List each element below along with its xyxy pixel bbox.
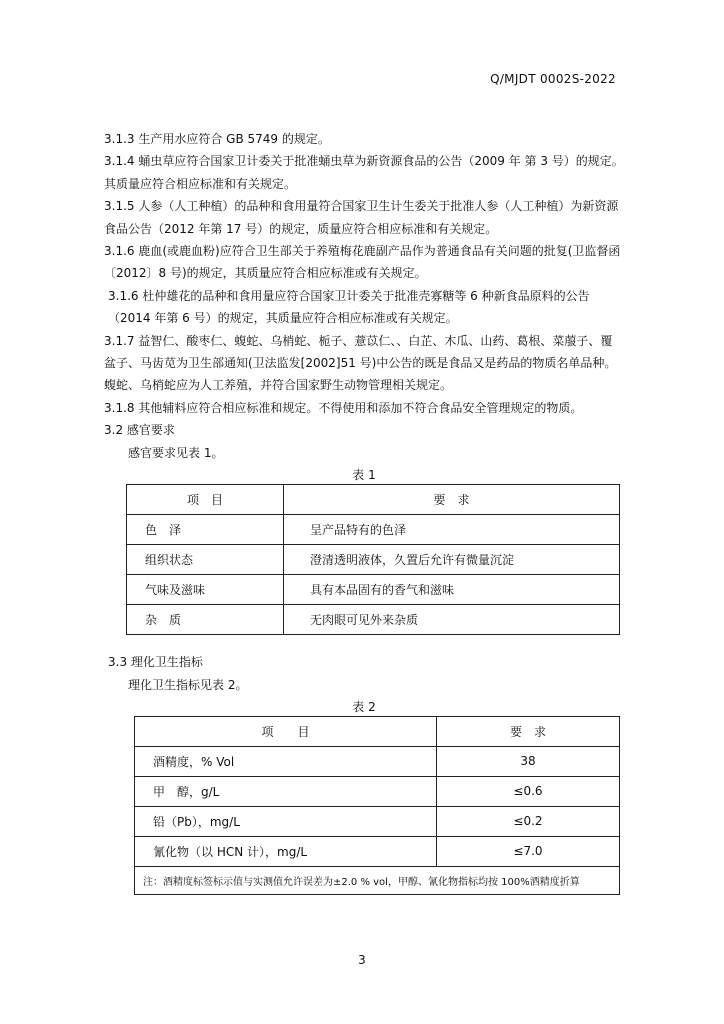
table-note: 注：酒精度标签标示值与实测值允许误差为±2.0 % vol，甲醇、氰化物指标均按 100%酒精度折算 — [135, 866, 620, 894]
table1-caption: 表 1 — [352, 468, 376, 483]
section-3-2-heading: 3.2 感官要求 — [104, 423, 175, 438]
table-row — [127, 575, 620, 605]
table-cell: 铅（Pb），mg/L — [135, 806, 437, 836]
table-cell: 呈产品特有的色泽 — [284, 515, 620, 545]
clause-3-1-7: 3.1.7 益智仁、酸枣仁、蝮蛇、乌梢蛇、栀子、薏苡仁、、白芷、木瓜、山药、葛根、菜菔子、覆盆子、马齿苋为卫生部通知(卫法监发[2002]51 号)中公告的既是食品又是药品的物质名单品种。 蝮蛇、乌梢蛇应为人工养殖，并符合国家野生动物管理相关规定。 — [104, 333, 617, 393]
table-cell: 氰化物（以 HCN 计），mg/L — [135, 836, 437, 866]
table2-caption: 表 2 — [352, 699, 376, 714]
page-number: 3 — [358, 953, 366, 967]
table-cell: 酒精度，% Vol — [135, 746, 437, 776]
table-header-row — [135, 716, 620, 746]
table-cell: 组织状态 — [127, 545, 284, 575]
table-header-cell: 要 求 — [437, 716, 620, 746]
clause-3-1-4: 3.1.4 蛹虫草应符合国家卫计委关于批准蛹虫草为新资源食品的公告（2009 年 第 3 号）的规定。其质量应符合相应标准和有关规定。 — [104, 154, 624, 191]
table-cell: 澄清透明液体，久置后允许有微量沉淀 — [284, 545, 620, 575]
table-row — [135, 836, 620, 866]
table-header-row — [127, 485, 620, 515]
table-cell: 38 — [437, 746, 620, 776]
table-row — [127, 515, 620, 545]
table-note-row — [135, 866, 620, 894]
table-cell: 甲 醇，g/L — [135, 776, 437, 806]
section-3-2-text: 感官要求见表 1。 — [128, 445, 224, 460]
table-header-cell: 要 求 — [284, 485, 620, 515]
table-row — [127, 545, 620, 575]
table-cell: 无肉眼可见外来杂质 — [284, 605, 620, 635]
document-id: Q/MJDT 0002S-2022 — [490, 72, 616, 86]
section-3-3-heading: 3.3 理化卫生指标 — [108, 655, 203, 670]
table-row — [135, 746, 620, 776]
clause-3-1-6-eucommia: 3.1.6 杜仲雄花的品种和食用量应符合国家卫计委关于批准壳寡糖等 6 种新食品原料的公告（2014 年第 6 号）的规定，其质量应符合相应标准或有关规定。 — [108, 288, 590, 326]
table-cell: 杂 质 — [127, 605, 284, 635]
clause-3-1-6-deer-blood: 3.1.6 鹿血(或鹿血粉)应符合卫生部关于养殖梅花鹿副产品作为普通食品有关问题的批复(卫监督函〔2012〕8 号)的规定，其质量应符合相应标准或有关规定。 — [104, 244, 621, 281]
table-row — [135, 776, 620, 806]
clause-3-1-8: 3.1.8 其他辅料应符合相应标准和规定。不得使用和添加不符合食品安全管理规定的物质。 — [104, 400, 583, 415]
document-body — [104, 128, 624, 895]
table-cell: 具有本品固有的香气和滋味 — [284, 575, 620, 605]
table-cell: 色 泽 — [127, 515, 284, 545]
table-cell: ≤7.0 — [437, 836, 620, 866]
sensory-table — [126, 484, 620, 635]
clause-3-1-5: 3.1.5 人参（人工种植）的品种和食用量符合国家卫生计生委关于批准人参（人工种植）为新资源食品公告（2012 年第 17 号）的规定，质量应符合相应标准和有关规定。 — [104, 199, 619, 236]
table-cell: ≤0.6 — [437, 776, 620, 806]
table-cell: ≤0.2 — [437, 806, 620, 836]
table-cell: 气味及滋味 — [127, 575, 284, 605]
table-header-cell: 项 目 — [135, 716, 437, 746]
clause-3-1-3: 3.1.3 生产用水应符合 GB 5749 的规定。 — [104, 132, 330, 146]
table-row — [135, 806, 620, 836]
table-header-cell: 项 目 — [127, 485, 284, 515]
section-3-3-text: 理化卫生指标见表 2。 — [128, 677, 248, 692]
physicochemical-table — [134, 716, 620, 895]
table-row — [127, 605, 620, 635]
